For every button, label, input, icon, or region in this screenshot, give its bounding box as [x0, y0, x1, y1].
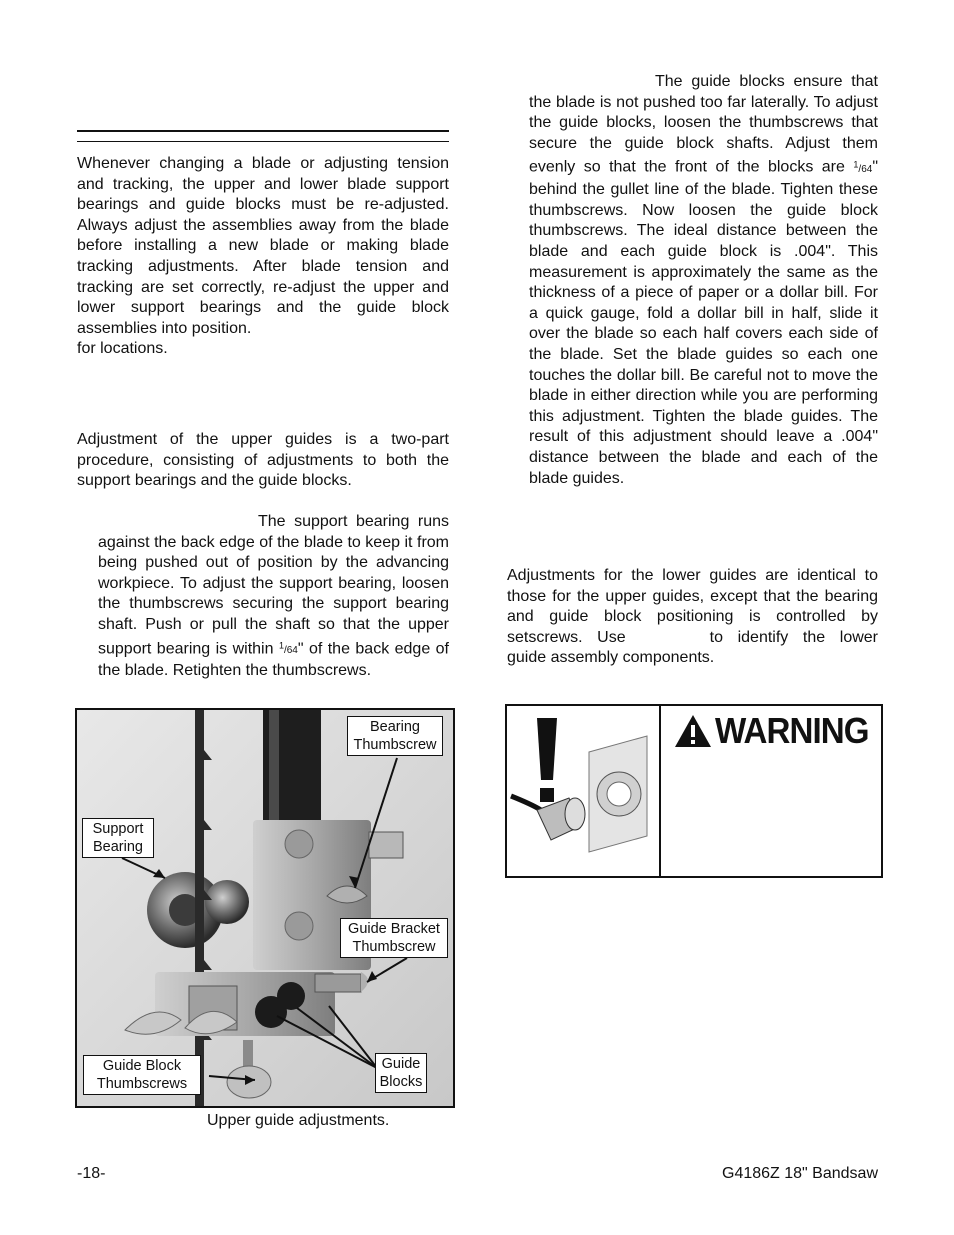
label-guide-bracket-thumbscrew: Guide Bracket Thumbscrew [340, 918, 448, 958]
label-guide-block-thumbscrews: Guide Block Thumbscrews [83, 1055, 201, 1095]
page-number: -18- [77, 1165, 106, 1182]
unplug-icon [507, 706, 657, 876]
label-guide-blocks: Guide Blocks [375, 1053, 427, 1093]
fraction-1-64: $^1$/64 [278, 640, 298, 656]
warning-triangle-icon [673, 713, 713, 749]
section-rule-thin [77, 141, 449, 142]
section-rule [77, 130, 449, 132]
label-support-bearing: Support Bearing [82, 818, 154, 858]
warning-box [505, 704, 883, 878]
support-bearing-paragraph: The support bearing runs against the back edge of the blade to keep it from being pushed out of position by the advancing workpiece. To adjust the support bearing, loosen the thumbscrews securing the support bearing shaft. Push or pull the shaft so that the upper support bearing is within $^1$/64" of the back edge of the blade. Retighten the thumbscrews. [98, 513, 449, 680]
intro-paragraph: Whenever changing a blade or adjusting tension and tracking, the upper and lower blade support bearings and guide blocks must be re-adjusted. Always adjust the assemblies away from the blade before installing a new blade or making blade tracking adjustments. After blade tension and tracking are set correctly, re-adjust the upper and lower support bearings and the guide block assemblies into position. for locations. [77, 155, 449, 358]
bandsaw-guide-illustration [77, 710, 453, 1106]
upper-guide-photo [75, 708, 455, 1108]
manual-model: G4186Z 18" Bandsaw [722, 1165, 878, 1182]
lower-guides-paragraph: Adjustments for the lower guides are identical to those for the upper guides, except that the bearing and guide block positioning is controlled by setscrews. Use to identify the lower guide assembly components. [507, 567, 878, 667]
warning-title: WARNING [715, 710, 869, 751]
fraction-1-64-b: $^1$/64 [853, 159, 873, 175]
upper-guides-paragraph: Adjustment of the upper guides is a two-part procedure, consisting of adjustments to both the support bearings and the guide blocks. [77, 431, 449, 490]
figure-caption: Upper guide adjustments. [207, 1112, 390, 1129]
guide-blocks-paragraph: The guide blocks ensure that the blade is not pushed too far laterally. To adjust the guide blocks, loosen the thumbscrews that secure the guide block shafts. Adjust them evenly so that the front of the blocks are $^1$/64" behind the gullet line of the blade. Tighten these thumbscrews. Now loosen the guide block thumbscrews. The ideal distance between the blade and each guide block is .004". This measurement is approximately the same as the thickness of a piece of paper or a dollar bill. For a quick gauge, fold a dollar bill in half, slide it over the blade so each half covers each side of the blade. Set the blade guides so each one touches the dollar bill. Be careful not to move the blade in either direction while you are performing this adjustment. Tighten the blade guides. The result of this adjustment should leave a .004" distance between the blade and each of the blade guides. [529, 73, 879, 487]
blade-shape [195, 710, 204, 1106]
warning-divider [659, 706, 661, 876]
label-bearing-thumbscrew: Bearing Thumbscrew [347, 716, 443, 756]
